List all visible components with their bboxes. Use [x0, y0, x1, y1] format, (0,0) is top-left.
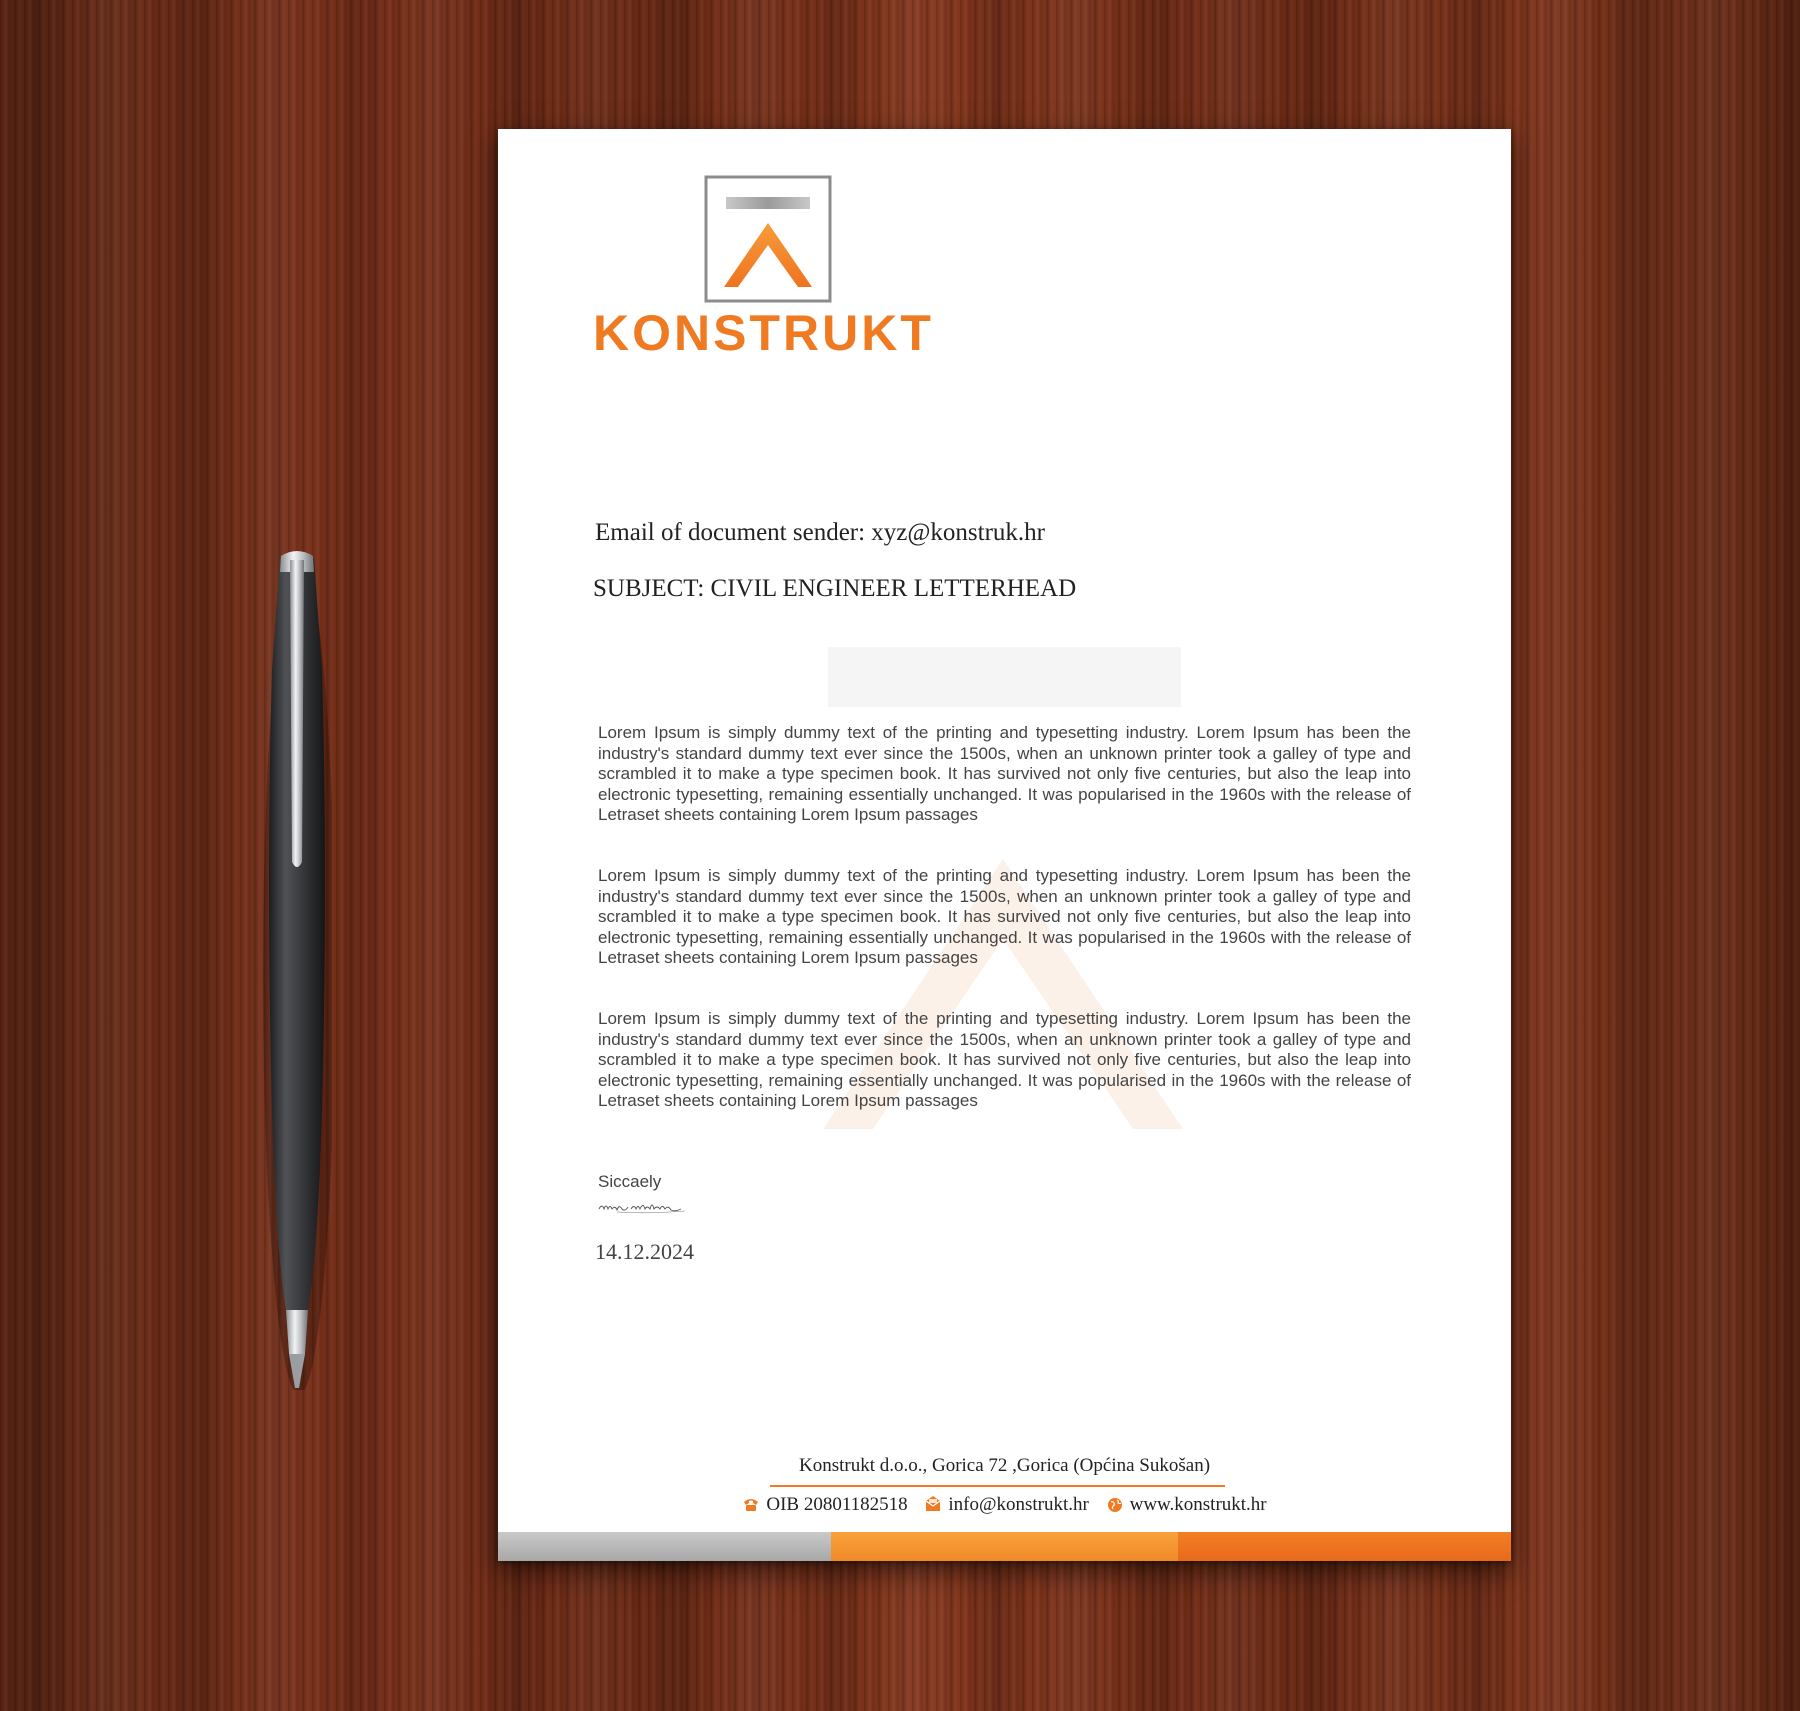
- letterhead-paper: [498, 129, 1511, 1561]
- footer-divider: [770, 1485, 1225, 1487]
- footer-stripe-light-orange: [831, 1532, 1178, 1561]
- contact-email-text: info@konstrukt.hr: [948, 1493, 1089, 1515]
- closing-salutation: Siccaely: [598, 1172, 662, 1191]
- phone-icon: [742, 1495, 760, 1513]
- body-paragraph-3: Lorem Ipsum is simply dummy text of the printing and typesetting industry. Lorem Ipsum has been the industry's standard dummy text ever since the 1500s, when an unknown printer took a galley of type and scrambled it to make a type specimen book. It has survived not only five centuries, but also the leap into electronic typesetting, remaining essentially unchanged. It was popularised in the 1960s with the release of Letraset sheets containing Lorem Ipsum passages: [598, 1009, 1411, 1110]
- subject-line: SUBJECT: CIVIL ENGINEER LETTERHEAD: [593, 575, 1077, 602]
- roof-chevron-icon: [704, 175, 832, 303]
- mail-icon: [924, 1495, 942, 1513]
- footer-stripe-orange: [1178, 1532, 1511, 1561]
- ballpoint-pen-icon: [262, 550, 332, 1390]
- footer-address: Konstrukt d.o.o., Gorica 72 ,Gorica (Općina Sukošan): [798, 1455, 1211, 1476]
- contact-website: [1106, 1494, 1267, 1516]
- contact-phone: [742, 1494, 907, 1516]
- watermark-bar: [828, 647, 1181, 707]
- contact-phone-text: OIB 20801182518: [766, 1493, 908, 1515]
- brand-wordmark: KONSTRUKT: [593, 305, 934, 361]
- globe-icon: [1106, 1495, 1124, 1513]
- body-paragraph-2: Lorem Ipsum is simply dummy text of the printing and typesetting industry. Lorem Ipsum has been the industry's standard dummy text ever since the 1500s, when an unknown printer took a galley of type and scrambled it to make a type specimen book. It has survived not only five centuries, but also the leap into electronic typesetting, remaining essentially unchanged. It was popularised in the 1960s with the release of Letraset sheets containing Lorem Ipsum passages: [598, 866, 1411, 967]
- sender-email-line: Email of document sender: xyz@konstruk.hr: [595, 519, 1045, 546]
- body-paragraph-1: Lorem Ipsum is simply dummy text of the printing and typesetting industry. Lorem Ipsum has been the industry's standard dummy text ever since the 1500s, when an unknown printer took a galley of type and scrambled it to make a type specimen book. It has survived not only five centuries, but also the leap into electronic typesetting, remaining essentially unchanged. It was popularised in the 1960s with the release of Letraset sheets containing Lorem Ipsum passages: [598, 723, 1411, 824]
- footer-stripe-gray: [498, 1532, 831, 1561]
- contact-email: [924, 1494, 1088, 1516]
- contact-website-text: www.konstrukt.hr: [1129, 1493, 1267, 1515]
- letter-date: 14.12.2024: [595, 1239, 694, 1264]
- handwritten-signature: [597, 1197, 687, 1215]
- footer-contacts: [498, 1493, 1511, 1516]
